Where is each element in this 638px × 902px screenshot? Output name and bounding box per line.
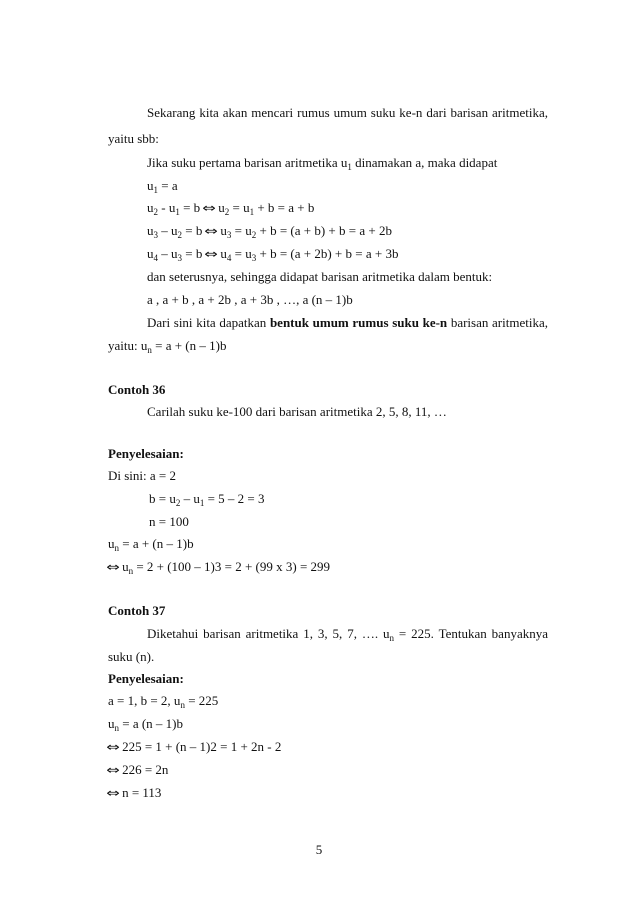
example-36-step-3: n = 100 (149, 514, 189, 529)
equation-u4: $u_4 - u_3 = b$ ⇔ $u_4 = u_3 + b = (a + 2b) + b = a + 3b$ (147, 246, 399, 263)
example-37-question: Diketahui barisan aritmetika 1, 3, 5, 7, …. $u_n = 225$. Tentukan banyaknya (147, 626, 548, 643)
iff-icon: ⇔ (106, 740, 120, 754)
example-36-step-4: $u_n = a + (n - 1)b$ (108, 536, 194, 553)
intro-paragraph-2: Jika suku pertama barisan aritmetika $u_1$ dinamakan a, maka didapat (147, 155, 498, 172)
intro-paragraph-1-cont: yaitu sbb: (108, 131, 159, 146)
equation-u3: $u_3 - u_2 = b$ ⇔ $u_3 = u_2 + b = (a + b) + b = a + 2b$ (147, 223, 392, 240)
iff-icon: ⇔ (106, 763, 120, 777)
example-37-step-2: $u_n = a$ (n – 1)b (108, 716, 184, 733)
example-37-step-1: a = 1, b = 2, $u_n = 225$ (108, 693, 219, 710)
intro-paragraph-1: Sekarang kita akan mencari rumus umum suku ke-n dari barisan aritmetika, (147, 105, 548, 120)
iff-icon: ⇔ (204, 224, 219, 238)
iff-icon: ⇔ (202, 201, 217, 215)
example-37-question-cont: suku (n). (108, 649, 155, 664)
example-37-step-5: ⇔ n = 113 (106, 785, 162, 800)
iff-icon: ⇔ (204, 247, 219, 261)
intro-paragraph-4: Dari sini kita dapatkan bentuk umum rumus suku ke-n barisan aritmetika, (147, 315, 548, 330)
general-formula: yaitu: $u_n = a + (n - 1)b$ (108, 338, 227, 355)
example-37-step-3: ⇔ 225 = 1 + (n – 1)2 = 1 + 2n - 2 (106, 739, 282, 754)
example-36-step-5: ⇔ $u_n = 2 + (100 - 1)3 = 2 + (99$ x 3) = 299 (106, 559, 331, 576)
intro-paragraph-3: dan seterusnya, sehingga didapat barisan aritmetika dalam bentuk: (147, 269, 493, 284)
sequence-form: a , a + b , a + 2b , a + 3b , …, a (n – 1)b (147, 292, 353, 307)
equation-u2: $u_2 - u_1 = b$ ⇔ $u_2 = u_1 + b = a + b$ (147, 200, 315, 217)
example-37-step-4: ⇔ 226 = 2n (106, 762, 169, 777)
example-37-title: Contoh 37 (108, 603, 166, 618)
example-36-step-2: $b = u_2 - u_1 = 5 - 2 = 3$ (149, 491, 265, 508)
example-36-solution-title: Penyelesaian: (108, 446, 184, 461)
iff-icon: ⇔ (106, 786, 120, 800)
example-36-title: Contoh 36 (108, 382, 166, 397)
iff-icon: ⇔ (106, 560, 120, 574)
equation-u1: $u_1 = a$ (147, 178, 178, 195)
example-36-step-1: Di sini: a = 2 (108, 468, 176, 483)
page-number: 5 (315, 842, 323, 857)
example-37-solution-title: Penyelesaian: (108, 671, 184, 686)
example-36-question: Carilah suku ke-100 dari barisan aritmetika 2, 5, 8, 11, … (147, 404, 447, 419)
